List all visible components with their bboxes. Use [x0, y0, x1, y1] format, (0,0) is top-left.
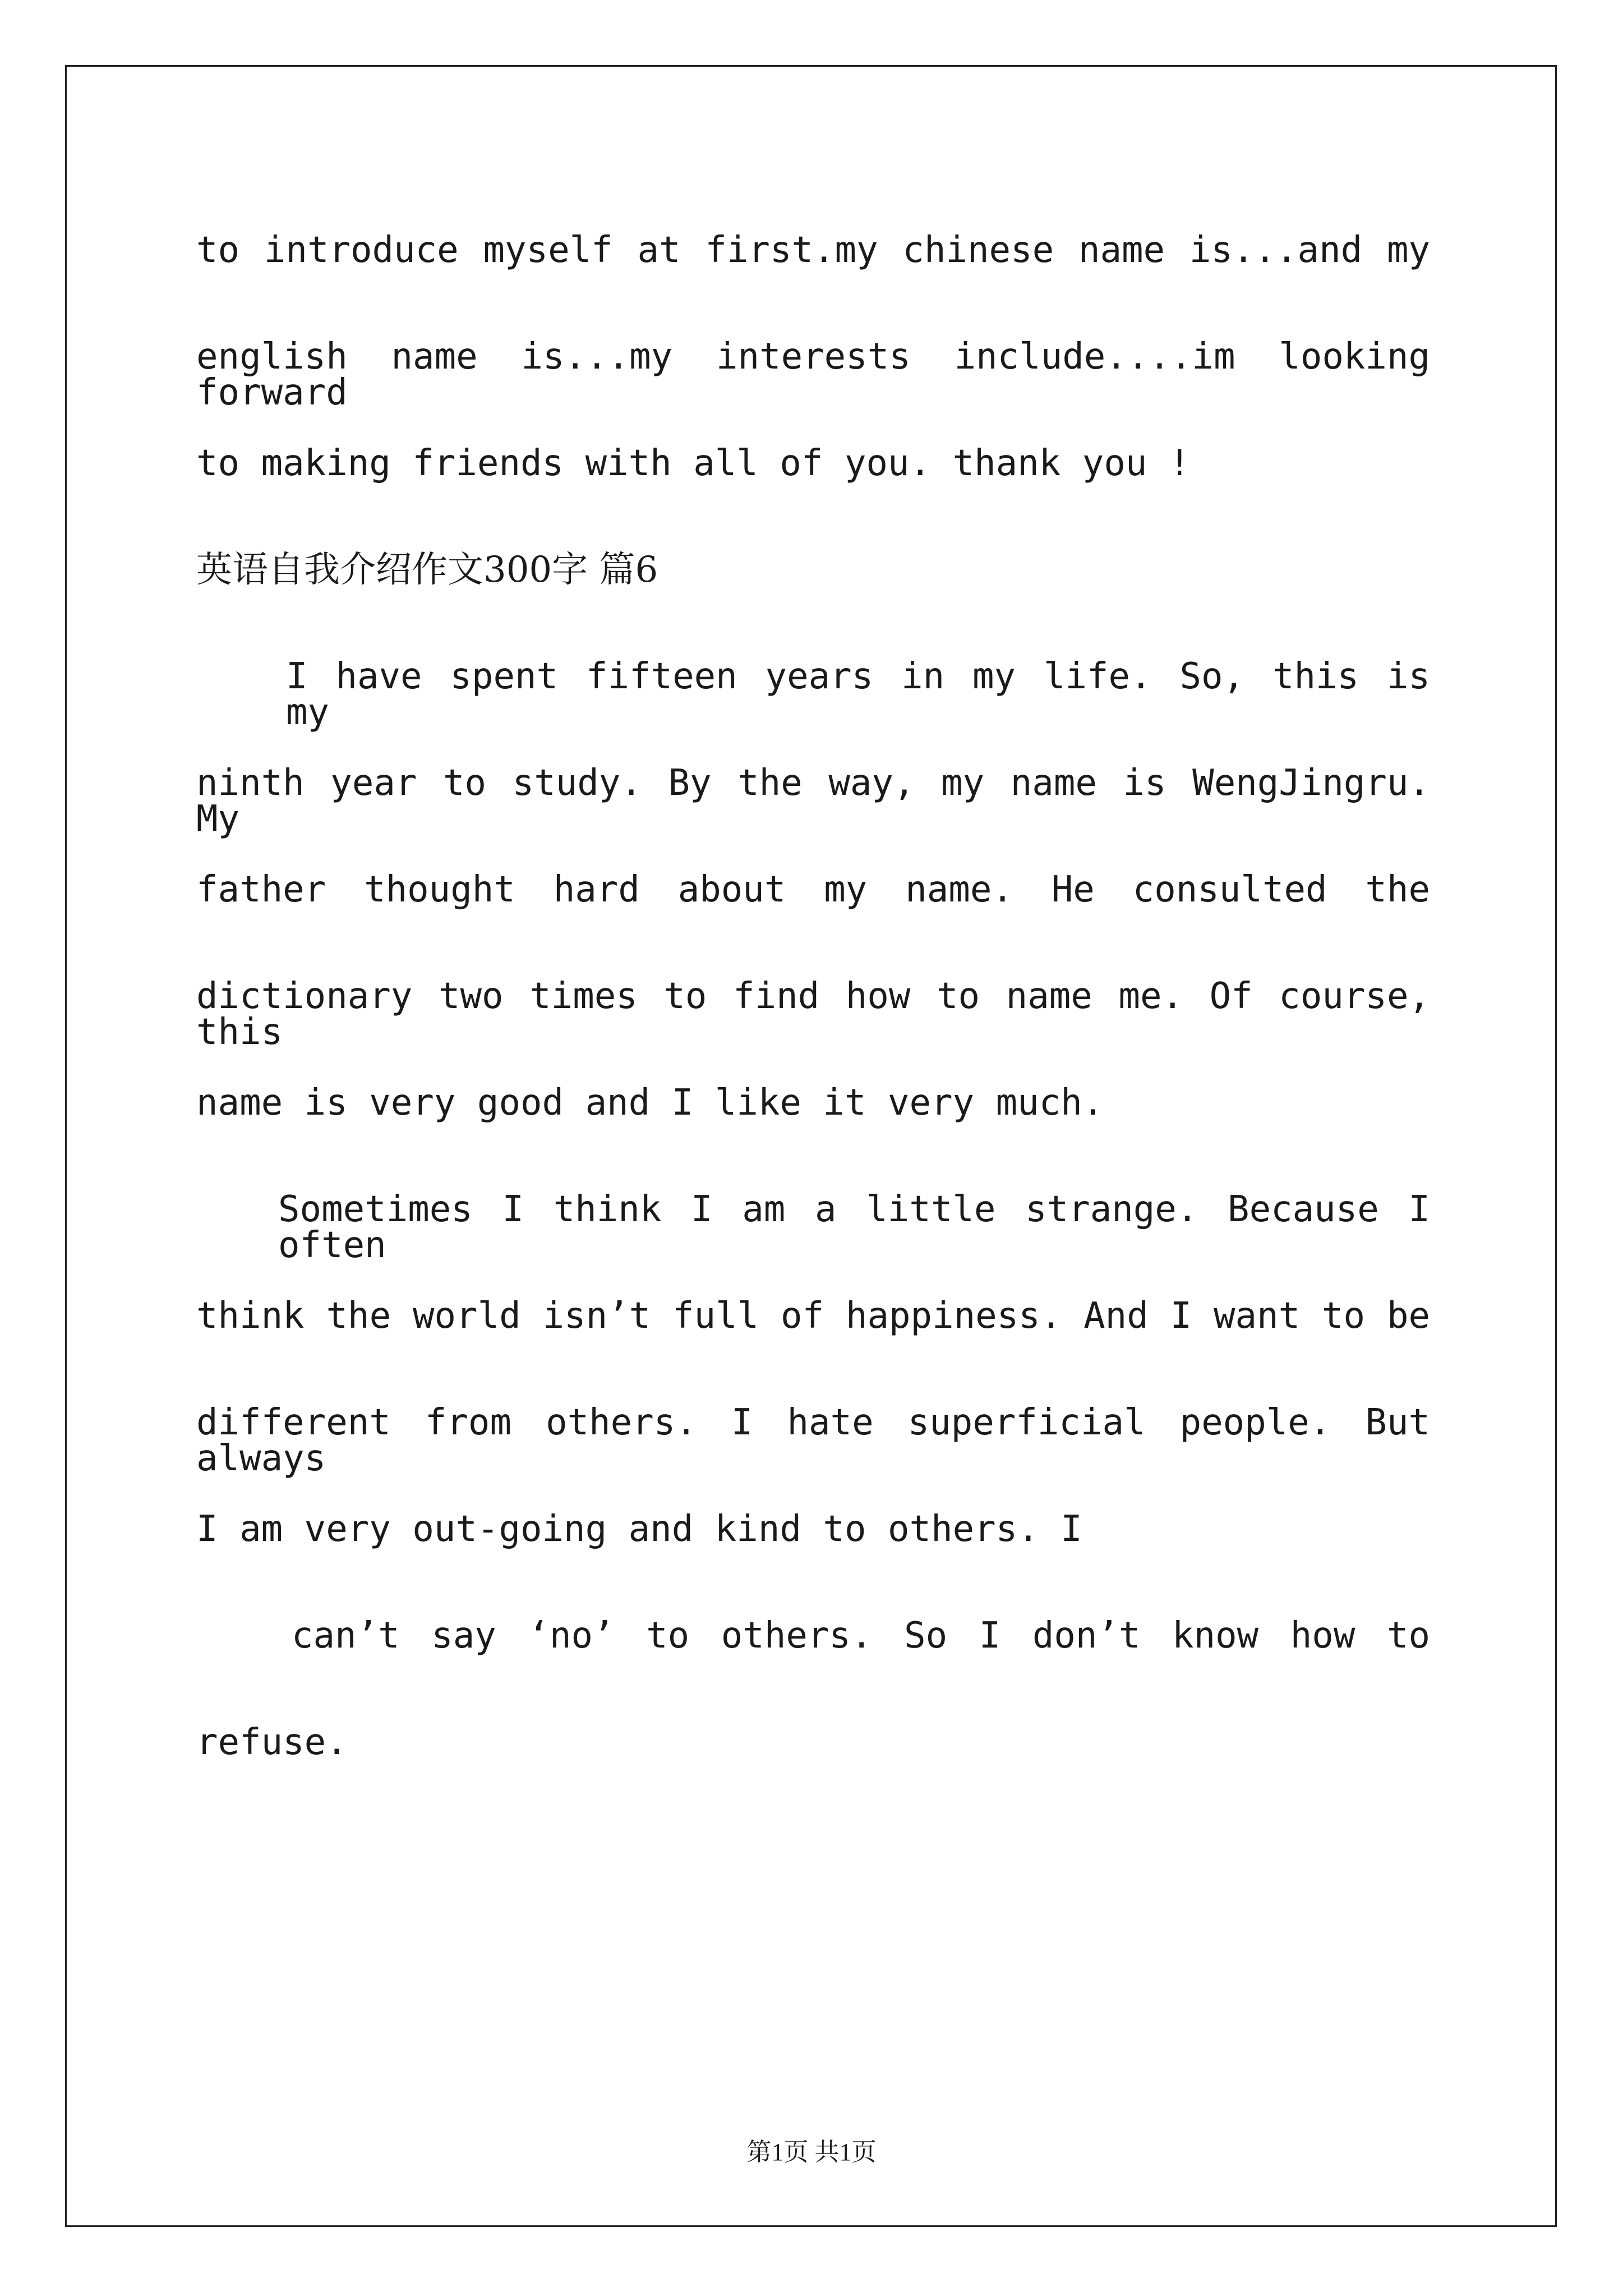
text-line-7: father thought hard about my name. He consulted the [196, 869, 1430, 910]
page-number-footer: 第1页 共1页 [746, 2138, 877, 2166]
text-line-15: refuse. [196, 1722, 348, 1763]
text-line-1: to introduce myself at first.my chinese name is...and my [196, 229, 1430, 271]
text-line-9: name is very good and I like it very much. [196, 1082, 1104, 1124]
text-line-14: can’t say ‘no’ to others. So I don’t know how to [292, 1615, 1430, 1657]
text-line-3: to making friends with all of you. thank you ! [196, 443, 1191, 484]
text-line-12: different from others. I hate superficial people. But always [196, 1402, 1430, 1479]
text-line-6: ninth year to study. By the way, my name is WengJingru. My [196, 762, 1430, 840]
text-line-5: I have spent fifteen years in my life. So, this is my [286, 656, 1430, 733]
text-line-11: think the world isn’t full of happiness. And I want to be [196, 1295, 1430, 1337]
text-line-10: Sometimes I think I am a little strange. Because I often [278, 1189, 1430, 1266]
text-line-8: dictionary two times to find how to name me. Of course, this [196, 976, 1430, 1053]
text-line-13: I am very out-going and kind to others. I [196, 1508, 1082, 1550]
section-heading: 英语自我介绍作文300字 篇6 [196, 549, 658, 591]
text-line-2: english name is...my interests include....im looking forward [196, 336, 1430, 413]
